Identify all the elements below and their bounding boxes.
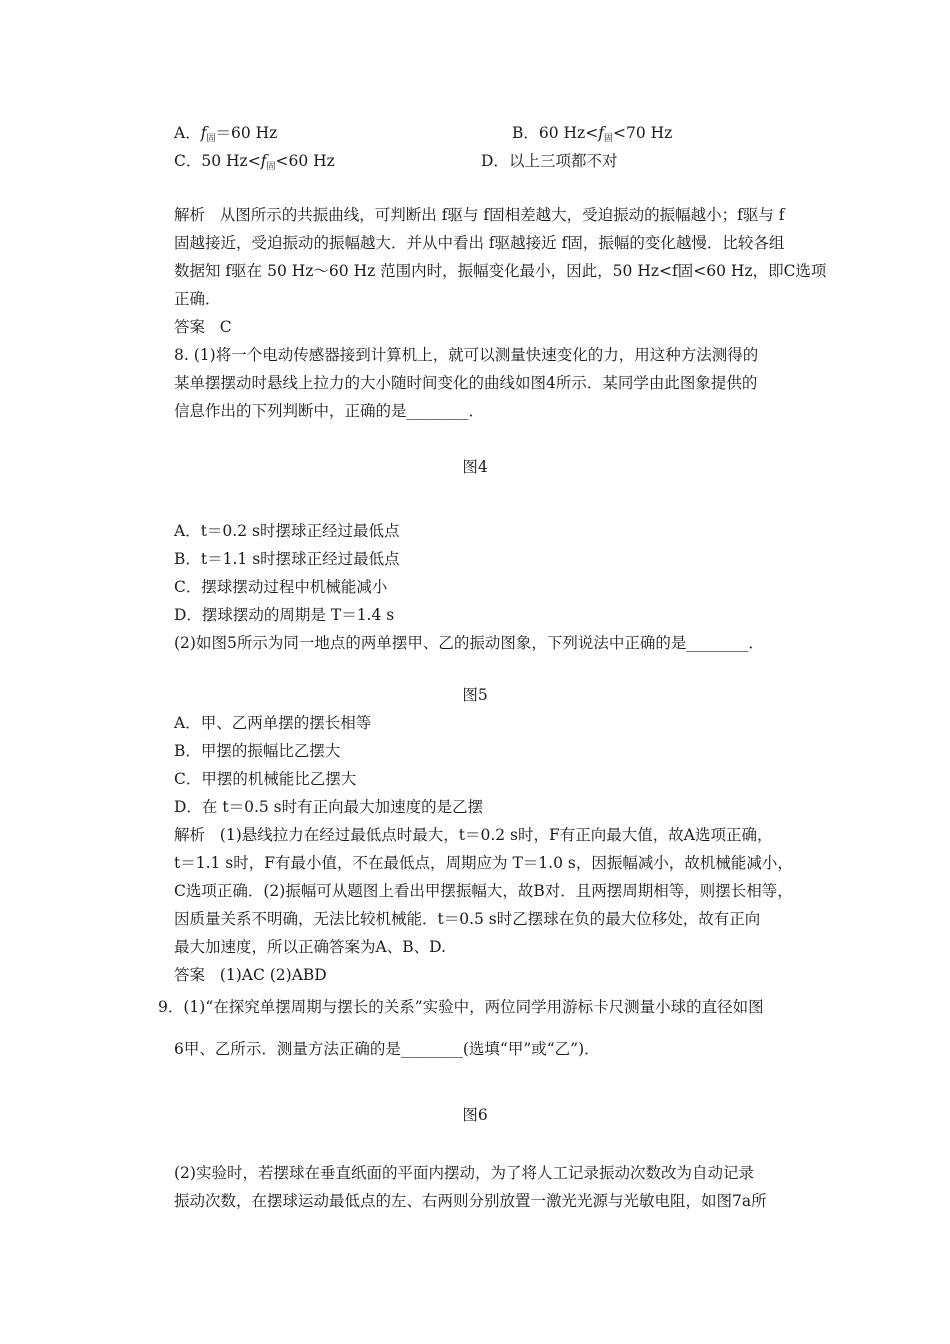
q8-part2-option-a: A．甲、乙两单摆的摆长相等 xyxy=(174,714,372,732)
q8-analysis-label: 解析 xyxy=(174,826,206,844)
q8-answer: 答案 (1)AC (2)ABD xyxy=(174,966,327,984)
q8-part1-line-3: 信息作出的下列判断中，正确的是________． xyxy=(174,402,485,420)
q8-part1-option-a: A．t＝0.2 s时摆球正经过最低点 xyxy=(174,522,400,540)
q8-analysis-line-4: 因质量关系不明确，无法比较机械能．t＝0.5 s时乙摆球在负的最大位移处，故有正向 xyxy=(174,910,761,928)
q7-analysis-line-4: 正确． xyxy=(174,290,221,308)
q9-number: 9． xyxy=(158,998,184,1016)
q8-part1-option-c: C．摆球摆动过程中机械能减小 xyxy=(174,578,388,596)
q8-analysis-line-3: C选项正确．(2)振幅可从题图上看出甲摆振幅大，故B对．且两摆周期相等，则摆长相等， xyxy=(174,882,793,900)
q8-part1-option-d: D．摆球摆动的周期是 T＝1.4 s xyxy=(174,606,395,624)
q8-part2-option-c: C．甲摆的机械能比乙摆大 xyxy=(174,770,357,788)
q8-part1-option-b: B．t＝1.1 s时摆球正经过最低点 xyxy=(174,550,400,568)
figure-5-caption: 图5 xyxy=(462,686,488,704)
q8-number: 8. xyxy=(174,346,189,364)
q8-part2-stem: (2)如图5所示为同一地点的两单摆甲、乙的振动图象，下列说法中正确的是________． xyxy=(174,634,764,652)
q7-analysis-line-1: 解析 从图所示的共振曲线，可判断出 f驱与 f固相差越大，受迫振动的振幅越小；f驱与 f xyxy=(174,206,785,224)
q7-analysis-label: 解析 xyxy=(174,206,206,224)
q9-part1-line-2: 6甲、乙所示．测量方法正确的是________(选填“甲”或“乙”)． xyxy=(174,1040,600,1058)
q9-part2-line-1: (2)实验时，若摆球在垂直纸面的平面内摆动，为了将人工记录振动次数改为自动记录 xyxy=(174,1164,754,1182)
q8-analysis-line-2: t＝1.1 s时，F有最小值，不在最低点，周期应为 T＝1.0 s，因振幅减小，故机械能减小， xyxy=(174,854,793,872)
q8-part2-option-b: B．甲摆的振幅比乙摆大 xyxy=(174,742,341,760)
figure-6-caption: 图6 xyxy=(462,1106,488,1124)
q7-analysis-line-2: 固越接近，受迫振动的振幅越大．并从中看出 f驱越接近 f固，振幅的变化越慢．比较各组 xyxy=(174,234,785,252)
q7-option-d: D．以上三项都不对 xyxy=(481,152,618,170)
q8-analysis-line-1: 解析 (1)悬线拉力在经过最低点时最大，t＝0.2 s时，F有正向最大值，故A选项正确， xyxy=(174,826,773,844)
q7-option-a: A．$f_固=60$ Hz xyxy=(174,124,278,144)
q9-part1-line-1: 9．(1)“在探究单摆周期与摆长的关系”实验中，两位同学用游标卡尺测量小球的直径如图 xyxy=(158,998,764,1016)
figure-4-caption: 图4 xyxy=(462,458,488,476)
q8-part1-line-2: 某单摆摆动时悬线上拉力的大小随时间变化的曲线如图4所示．某同学由此图象提供的 xyxy=(174,374,758,392)
q8-analysis-line-5: 最大加速度，所以正确答案为A、B、D. xyxy=(174,938,446,956)
q8-part2-option-d: D．在 t＝0.5 s时有正向最大加速度的是乙摆 xyxy=(174,798,484,816)
q8-part1-line-1: 8. (1)将一个电动传感器接到计算机上，就可以测量快速变化的力，用这种方法测得的 xyxy=(174,346,759,364)
q7-analysis-line-3: 数据知 f驱在 50 Hz～60 Hz 范围内时，振幅变化最小，因此，50 Hz<f固<60 Hz，即C选项 xyxy=(174,262,827,280)
q7-option-b: B．60 $Hz<f_固<70$ Hz xyxy=(512,124,673,144)
q9-part2-line-2: 振动次数，在摆球运动最低点的左、右两则分别放置一激光光源与光敏电阻，如图7a所 xyxy=(174,1192,767,1210)
q7-option-c: C．50 $Hz<f_固<60$ Hz xyxy=(174,152,335,172)
q7-answer: 答案 C xyxy=(174,318,232,336)
